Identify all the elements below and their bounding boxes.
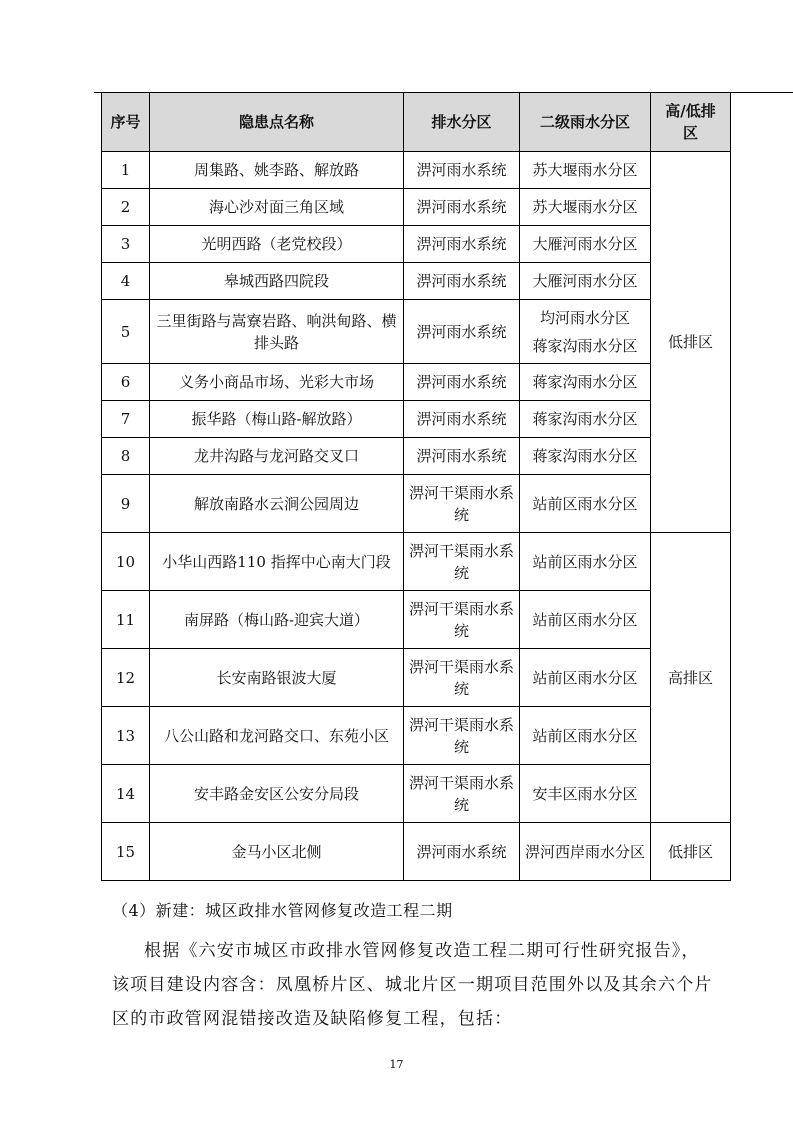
cell-name: 八公山路和龙河路交口、东苑小区 [150,707,404,765]
cell-no: 13 [102,707,150,765]
paragraph-line-1: 根据《六安市城区市政排水管网修复改造工程二期可行性研究报告》， [144,941,700,961]
cell-zone-low: 低排区 [651,823,731,881]
cell-system: 淠河雨水系统 [404,823,520,881]
cell-no: 5 [102,300,150,364]
cell-name: 海心沙对面三角区域 [150,189,404,226]
table-row [102,649,731,707]
paragraph-line-3: 区的市政管网混错接改造及缺陷修复工程，包括： [112,1009,513,1029]
table-row [102,475,731,533]
cell-system: 淠河雨水系统 [404,263,520,300]
cell-name: 长安南路银波大厦 [150,649,404,707]
cell-no: 12 [102,649,150,707]
cell-name: 金马小区北侧 [150,823,404,881]
paragraph-line-2: 该项目建设内容含：凤凰桥片区、城北片区一期项目范围外以及其余六个片 [112,975,713,995]
section-caption: （4）新建：城区政排水管网修复改造工程二期 [112,901,453,920]
cell-name: 龙井沟路与龙河路交叉口 [150,438,404,475]
cell-no: 6 [102,364,150,401]
cell-system: 淠河干渠雨水系统 [404,707,520,765]
cell-zone-high: 高排区 [651,533,731,823]
cell-subzone: 站前区雨水分区 [520,475,651,533]
cell-no: 8 [102,438,150,475]
table-row [102,823,731,881]
cell-name: 光明西路（老党校段） [150,226,404,263]
cell-subzone: 蒋家沟雨水分区 [520,364,651,401]
cell-name: 南屏路（梅山路-迎宾大道） [150,591,404,649]
cell-name: 小华山西路110 指挥中心南大门段 [150,533,404,591]
cell-name: 三里街路与嵩寮岩路、响洪甸路、横排头路 [150,300,404,364]
cell-no: 7 [102,401,150,438]
cell-system: 淠河干渠雨水系统 [404,765,520,823]
table-row [102,226,731,263]
cell-subzone: 站前区雨水分区 [520,649,651,707]
table-row [102,364,731,401]
table-row [102,533,731,591]
table-row [102,263,731,300]
cell-name: 安丰路金安区公安分局段 [150,765,404,823]
cell-system: 淠河干渠雨水系统 [404,533,520,591]
header-system: 排水分区 [404,93,520,152]
cell-subzone: 蒋家沟雨水分区 [520,401,651,438]
cell-subzone: 安丰区雨水分区 [520,765,651,823]
table-row [102,401,731,438]
cell-no: 11 [102,591,150,649]
cell-subzone: 蒋家沟雨水分区 [520,438,651,475]
cell-system: 淠河雨水系统 [404,401,520,438]
table-row [102,438,731,475]
cell-subzone: 大雁河雨水分区 [520,226,651,263]
table-row [102,765,731,823]
cell-system: 淠河干渠雨水系统 [404,475,520,533]
cell-no: 10 [102,533,150,591]
page-number: 17 [389,1058,404,1071]
cell-no: 4 [102,263,150,300]
cell-name: 周集路、姚李路、解放路 [150,152,404,189]
cell-name: 义务小商品市场、光彩大市场 [150,364,404,401]
cell-subzone: 淠河西岸雨水分区 [520,823,651,881]
cell-subzone-line1: 均河雨水分区 [539,308,630,327]
header-no: 序号 [102,93,150,152]
cell-no: 14 [102,765,150,823]
cell-name: 振华路（梅山路-解放路） [150,401,404,438]
cell-no: 3 [102,226,150,263]
risk-point-table [101,92,731,881]
cell-system: 淠河干渠雨水系统 [404,591,520,649]
cell-no: 1 [102,152,150,189]
table-row [102,591,731,649]
cell-subzone: 大雁河雨水分区 [520,263,651,300]
table-row [102,300,731,364]
cell-system: 淠河雨水系统 [404,364,520,401]
cell-no: 15 [102,823,150,881]
cell-subzone-line2: 蒋家沟雨水分区 [532,336,638,355]
table-row [102,152,731,189]
cell-system: 淠河雨水系统 [404,226,520,263]
cell-name: 皋城西路四院段 [150,263,404,300]
cell-system: 淠河雨水系统 [404,300,520,364]
cell-subzone: 苏大堰雨水分区 [520,189,651,226]
cell-subzone: 站前区雨水分区 [520,533,651,591]
cell-system: 淠河干渠雨水系统 [404,649,520,707]
table-row [102,707,731,765]
cell-subzone: 站前区雨水分区 [520,707,651,765]
cell-system: 淠河雨水系统 [404,438,520,475]
cell-no: 2 [102,189,150,226]
cell-subzone: 站前区雨水分区 [520,591,651,649]
cell-no: 9 [102,475,150,533]
cell-subzone [520,300,651,364]
cell-system: 淠河雨水系统 [404,152,520,189]
table-row [102,189,731,226]
header-zone: 高/低排区 [651,93,731,152]
cell-zone-low: 低排区 [651,152,731,533]
cell-subzone: 苏大堰雨水分区 [520,152,651,189]
header-subzone: 二级雨水分区 [520,93,651,152]
cell-system: 淠河雨水系统 [404,189,520,226]
cell-name: 解放南路水云涧公园周边 [150,475,404,533]
table-header-row [102,93,731,152]
header-name: 隐患点名称 [150,93,404,152]
